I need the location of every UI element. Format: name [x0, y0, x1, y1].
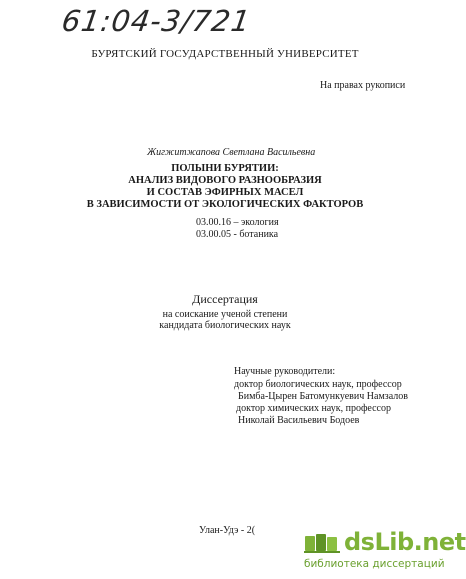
degree-line: на соискание ученой степени [162, 309, 288, 320]
watermark-brand: dsLib.net [344, 528, 466, 556]
specialty-botany: 03.00.05 - ботаника [196, 229, 279, 240]
manuscript-rights-note: На правах рукописи [320, 80, 406, 91]
title-line: ПОЛЫНИ БУРЯТИИ: [171, 163, 279, 174]
supervisors-heading: Научные руководители: [234, 366, 336, 377]
archive-stamp: 61:04-3/721 [59, 4, 254, 38]
supervisor-line: Николай Васильевич Бодоев [238, 415, 360, 426]
supervisor-line: доктор биологических наук, профессор [234, 379, 402, 390]
degree-line: кандидата биологических наук [159, 320, 291, 331]
watermark-tagline: библиотека диссертаций [304, 558, 445, 570]
supervisor-line: доктор химических наук, профессор [236, 403, 391, 414]
supervisor-line: Бимба-Цырен Батомункуевич Намзалов [238, 391, 408, 402]
dslib-watermark[interactable] [304, 528, 466, 574]
title-line: И СОСТАВ ЭФИРНЫХ МАСЕЛ [146, 187, 304, 198]
university-name: БУРЯТСКИЙ ГОСУДАРСТВЕННЫЙ УНИВЕРСИТЕТ [91, 48, 359, 60]
author-name: Жигжитжапова Светлана Васильевна [147, 147, 316, 158]
city-year: Улан-Удэ - 2( [199, 525, 256, 536]
title-line: В ЗАВИСИМОСТИ ОТ ЭКОЛОГИЧЕСКИХ ФАКТОРОВ [86, 199, 364, 210]
document-type: Диссертация [192, 292, 258, 306]
specialty-ecology: 03.00.16 – экология [196, 217, 279, 228]
title-line: АНАЛИЗ ВИДОВОГО РАЗНООБРАЗИЯ [128, 175, 322, 186]
books-icon [304, 532, 342, 554]
thesis-title [0, 163, 450, 211]
